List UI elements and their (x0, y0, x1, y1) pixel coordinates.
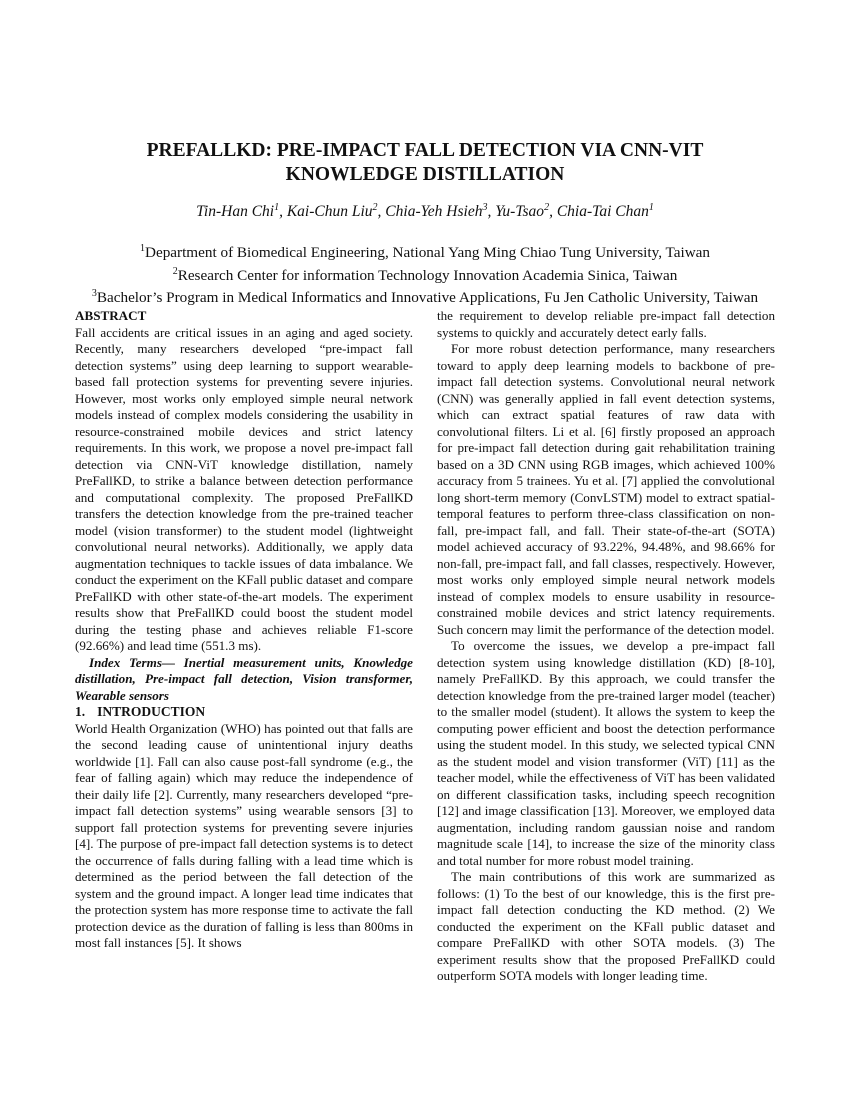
title-line: KNOWLEDGE DISTILLATION (285, 164, 565, 185)
affiliation-mark: 3 (91, 288, 97, 300)
right-column (437, 308, 775, 985)
introduction-heading (75, 704, 413, 721)
affiliation-list (40, 240, 810, 308)
affiliation-text: Department of Biomedical Engineering, National Yang Ming Chiao Tung University, Taiwan (144, 244, 711, 262)
title-line: PREFALLKD: PRE-IMPACT FALL DETECTION VIA CNN-VIT (146, 140, 704, 161)
author-affil-mark: 2 (372, 202, 378, 213)
paper-title (60, 139, 790, 187)
affiliation-mark: 1 (139, 243, 145, 254)
author-affil-mark: 1 (274, 202, 280, 213)
author-name: Chia-Tai Chan (556, 203, 649, 221)
index-terms: Index Terms— Inertial measurement units, Knowledge distillation, Pre-impact fall detection, Vision transformer, Wearable sensors (75, 654, 413, 703)
affiliation-mark: 2 (172, 265, 178, 277)
author-list: Tin-Han Chi$^1$, Kai-Chun Liu$^2$, Chia-Yeh Hsieh$^3$, Yu-Tsao$^2$, Chia-Tai Chan$^1$ (196, 202, 654, 221)
left-column (75, 308, 413, 952)
abstract-heading: ABSTRACT (75, 308, 147, 323)
affiliation-text: Research Center for information Technology Innovation Academia Sinica, Taiwan (177, 266, 678, 284)
body-paragraph: the requirement to develop reliable pre-impact fall detection systems to quickly and accurately detect early falls. (437, 308, 775, 340)
author-affil-mark: 3 (482, 202, 488, 213)
abstract-text: Fall accidents are critical issues in an aging and aged society. Recently, many researchers developed “pre-impact fall detection systems” using deep learning to support wearable-based fall protection systems for preventing severe injuries. However, most works only employed simple neural network models instead of complex models considering the usability in resource-constrained mobile devices and strict latency requirements. In this work, we propose a novel pre-impact fall detection via CNN-ViT knowledge distillation, namely PreFallKD, to strike a balance between detection performance and computational complexity. The proposed PreFallKD transfers the detection knowledge from the pre-trained teacher model (vision transformer) to the student model (lightweight convolutional neural networks). Additionally, we apply data augmentation techniques to tackle issues of data imbalance. We conduct the experiment on the KFall public dataset and compare PreFallKD with other state-of-the-art models. The experiment results show that PreFallKD could boost the student model during the testing phase and achieves reliable F1-score (92.66%) and lead time (551.3 ms). (75, 324, 413, 653)
author-name: Tin-Han Chi (196, 203, 275, 221)
author-affil-mark: 2 (544, 202, 550, 213)
author-name: Chia-Yeh Hsieh (385, 203, 483, 221)
author-affil-mark: 1 (648, 202, 654, 213)
author-name: Kai-Chun Liu (286, 203, 373, 221)
author-name: Yu-Tsao (495, 203, 545, 221)
affiliation-text: Bachelor’s Program in Medical Informatics and Innovative Applications, Fu Jen Catholic University, Taiwan (96, 289, 759, 307)
affiliation (40, 285, 810, 308)
section-title: INTRODUCTION (97, 704, 206, 719)
affiliation (40, 240, 810, 263)
section-number: 1. (75, 704, 86, 719)
body-paragraph: World Health Organization (WHO) has pointed out that falls are the second leading cause of unintentional injury deaths worldwide [1]. Fall can also cause post-fall syndrome (e.g., the fear of falling again) which may reduce the independence of their daily life [2]. Currently, many researchers developed “pre-impact fall detection systems” using wearable sensors [3] to support fall protection systems for preventing severe injuries [4]. The purpose of pre-impact fall detection systems is to detect the occurrence of falls during falling with a lead time which is determined as the period between the fall detection of the system and the ground impact. A longer lead time indicates that the protection system has more response time to activate the fall protection device as the duration of falling is less than 800ms in most fall instances [5]. It shows (75, 720, 413, 950)
affiliation (40, 263, 810, 286)
body-paragraph: The main contributions of this work are summarized as follows: (1) To the best of our knowledge, this is the first pre-impact fall detection conducting the KD method. (2) We conducted the experiment on the KFall public dataset and compare PreFallKD with other SOTA models. (3) The experiment results show that the proposed PreFallKD could outperform SOTA models with longer leading time. (437, 869, 775, 983)
body-paragraph: For more robust detection performance, many researchers toward to apply deep learning models to backbone of pre-impact fall detection systems. Convolutional neural network (CNN) was generally applied in fall event detection systems, which can extract spatial features of raw data with convolutional filters. Li et al. [6] firstly proposed an approach for pre-impact fall detection during gait rehabilitation training based on a 3D CNN using RGB images, which achieved 100% accuracy from 5 trainees. Yu et al. [7] applied the convolutional long short-term memory (ConvLSTM) model to extract spatial-temporal features to perform three-class classification on non-fall, pre-impact fall, and fall. Their state-of-the-art (SOTA) model achieved accuracy of 93.22%, 94.48%, and 98.66% for non-fall, pre-impact fall, and fall classes, respectively. However, most works only employed simple neural network models instead of complex models to ensure usability in resource-constrained mobile devices and strict latency requirements. Such concern may limit the performance of the detection model. (437, 341, 775, 637)
body-paragraph: To overcome the issues, we develop a pre-impact fall detection system using knowledge distillation (KD) [8-10], namely PreFallKD. By this approach, we could transfer the detection knowledge from the pre-trained larger model (teacher) to the smaller model (student). It allows the system to keep the computing power efficient and boost the detection performance using the student model. In this study, we selected typical CNN as the student model and vision transformer (ViT) [11] as the teacher model, while the effectiveness of ViT has been validated on different classification tasks, including speech recognition [12] and image classification [13]. Moreover, we employed data augmentation, including random gaussian noise and random magnitude scale [14], to increase the size of the minority class and total number for more robust model training. (437, 638, 775, 868)
